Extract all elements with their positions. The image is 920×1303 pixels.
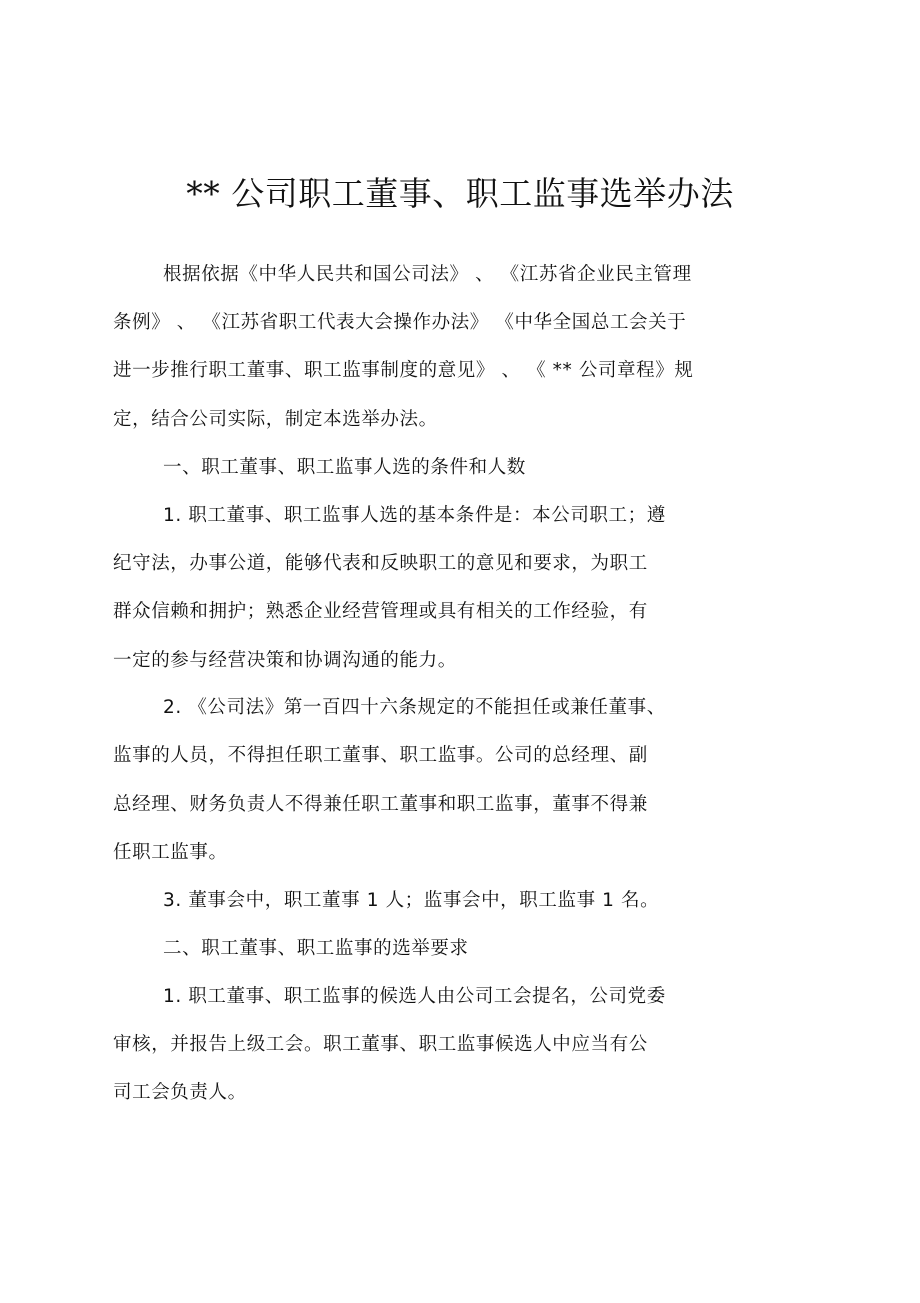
paragraph-line: 审核，并报告上级工会。职工董事、职工监事候选人中应当有公	[113, 1034, 648, 1055]
paragraph-line: 定，结合公司实际，制定本选举办法。	[113, 409, 438, 430]
paragraph-line: 2. 《公司法》第一百四十六条规定的不能担任或兼任董事、	[163, 697, 666, 718]
paragraph-line: 一定的参与经营决策和协调沟通的能力。	[113, 650, 457, 671]
document-title: ** 公司职工董事、职工监事选举办法	[186, 174, 734, 213]
paragraph-line: 条例》 、 《江苏省职工代表大会操作办法》 《中华全国总工会关于	[113, 312, 687, 333]
section-heading: 二、职工董事、职工监事的选举要求	[163, 938, 469, 959]
paragraph-line: 进一步推行职工董事、职工监事制度的意见》 、 《 ** 公司章程》规	[113, 360, 694, 381]
paragraph-line: 群众信赖和拥护；熟悉企业经营管理或具有相关的工作经验，有	[113, 601, 648, 622]
paragraph-line: 司工会负责人。	[113, 1082, 247, 1103]
paragraph-line: 根据依据《中华人民共和国公司法》 、 《江苏省企业民主管理	[163, 264, 692, 285]
paragraph-line: 总经理、财务负责人不得兼任职工董事和职工监事，董事不得兼	[113, 794, 648, 815]
section-heading: 一、职工董事、职工监事人选的条件和人数	[163, 457, 526, 478]
paragraph-line: 1. 职工董事、职工监事人选的基本条件是：本公司职工；遵	[163, 505, 666, 526]
paragraph-line: 1. 职工董事、职工监事的候选人由公司工会提名，公司党委	[163, 986, 666, 1007]
paragraph-line: 3. 董事会中，职工董事 1 人；监事会中，职工监事 1 名。	[163, 890, 660, 911]
paragraph-line: 纪守法，办事公道，能够代表和反映职工的意见和要求，为职工	[113, 553, 648, 574]
paragraph-line: 监事的人员，不得担任职工董事、职工监事。公司的总经理、副	[113, 745, 648, 766]
paragraph-line: 任职工监事。	[113, 842, 228, 863]
